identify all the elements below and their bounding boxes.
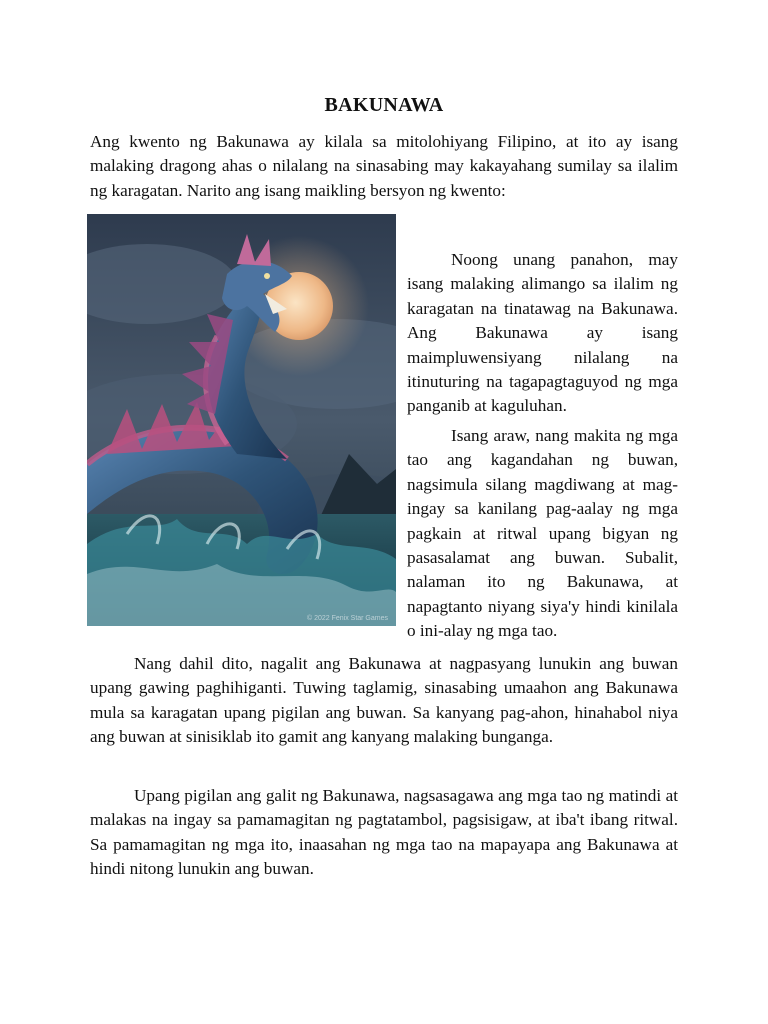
column-paragraph-1: Noong unang panahon, may isang malaking alimango sa ilalim ng karagatan na tinatawag na Bakunawa. Ang Bakunawa ay isang maimpluwensiyang nilalang na itinuturing na tagapagtaguyod ng mga panganib at kaguluhan. <box>407 250 678 416</box>
column-paragraph-2: Isang araw, nang makita ng mga tao ang kagandahan ng buwan, nagsimula silang magdiwang at mag-ingay sa kanilang pag-aalay ng mga pagkain at ritwal upang bigyan ng pasasalamat ang buwan. Subalit, nalaman ito ng Bakunawa, at napagtanto niyang siya'y hindi kinilala o ini-alay ng mga tao. <box>407 426 678 641</box>
sea-dragon-icon <box>87 214 396 626</box>
body-paragraph-3: Nang dahil dito, nagalit ang Bakunawa at nagpasyang lunukin ang buwan upang gawing paghihiganti. Tuwing taglamig, sinasabing umaahon ang Bakunawa mula sa karagatan upang pigilan ang buwan. Sa kanyang pag-ahon, hinahabol niya ang buwan at sinisiklab ito gamit ang kanyang malaking bunganga. <box>90 654 678 747</box>
intro-paragraph: Ang kwento ng Bakunawa ay kilala sa mitolohiyang Filipino, at ito ay isang malaking dragong ahas o nilalang na sinasabing may kakayahang sumilay sa ilalim ng karagatan. Narito ang isang maikling bersyon ng kwento: <box>90 132 678 200</box>
sea-dragon-illustration <box>87 214 396 626</box>
body-paragraph-4: Upang pigilan ang galit ng Bakunawa, nagsasagawa ang mga tao ng matindi at malakas na ingay sa pamamagitan ng pagtatambol, pagsisigaw, at iba't ibang ritwal. Sa pamamagitan ng mga ito, inaasahan ng mga tao na mapayapa ang Bakunawa at hindi nitong lunukin ang buwan. <box>90 786 678 879</box>
page-title: BAKUNAWA <box>324 94 444 116</box>
illustration-credit: © 2022 Fenix Star Games <box>306 615 388 622</box>
